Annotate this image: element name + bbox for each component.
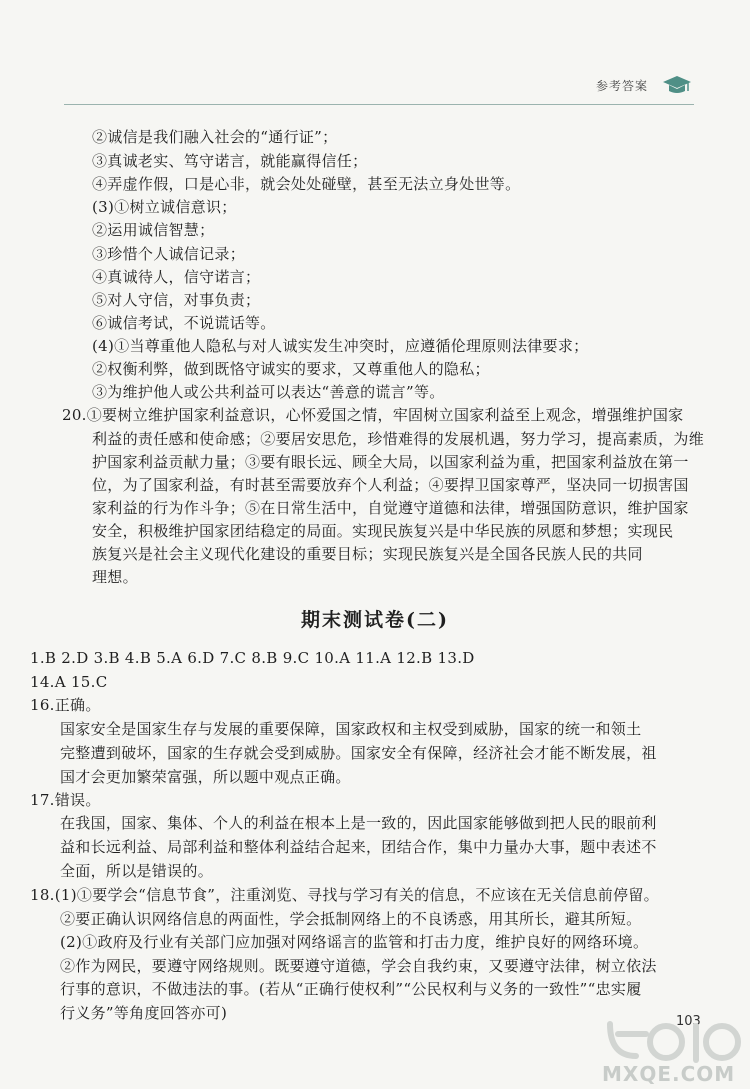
answer-line: 1.B 2.D 3.B 4.B 5.A 6.D 7.C 8.B 9.C 10.A 11.A 12.B 13.D	[30, 649, 475, 667]
header-label: 参考答案	[596, 79, 649, 93]
answer-line: ⑤对人守信，对事负责；	[92, 291, 261, 309]
answer-line: ④弄虚作假，口是心非，就会处处碰壁，甚至无法立身处世等。	[92, 175, 521, 193]
section-title: 期末测试卷(二)	[301, 609, 449, 631]
answer-line: 利益的责任感和使命感；②要居安思危，珍惜难得的发展机遇，努力学习，提高素质，为维	[92, 430, 705, 448]
answer-line: 家利益的行为作斗争；⑤在日常生活中，自觉遵守道德和法律，增强国防意识，维护国家	[92, 499, 689, 517]
answer-line: 国家安全是国家生存与发展的重要保障，国家政权和主权受到威胁，国家的统一和领土	[60, 720, 642, 738]
answer-line: 14.A 15.C	[30, 673, 108, 691]
answer-line: 位，为了国家利益，有时甚至需要放弃个人利益；④要捍卫国家尊严，坚决同一切损害国	[92, 476, 689, 494]
answer-line: (3)①树立诚信意识；	[92, 198, 237, 216]
answer-line: 16.正确。	[30, 696, 101, 714]
answer-line: ⑥诚信考试，不说谎话等。	[92, 314, 276, 332]
answer-line: 安全，积极维护国家团结稳定的局面。实现民族复兴是中华民族的夙愿和梦想；实现民	[92, 522, 674, 540]
answer-line: 20.①要树立维护国家利益意识，心怀爱国之情，牢固树立国家利益至上观念，增强维护国家	[62, 406, 684, 424]
answer-line: ②作为网民，要遵守网络规则。既要遵守道德，学会自我约束，又要遵守法律，树立依法	[60, 957, 657, 975]
answer-line: ③珍惜个人诚信记录；	[92, 245, 246, 263]
answer-line: ②诚信是我们融入社会的“通行证”；	[92, 128, 338, 146]
answer-line: (4)①当尊重他人隐私与对人诚实发生冲突时，应遵循伦理原则法律要求；	[92, 337, 589, 355]
answer-line: 在我国，国家、集体、个人的利益在根本上是一致的，因此国家能够做到把人民的眼前利	[60, 814, 657, 832]
answer-line: ②要正确认识网络信息的两面性，学会抵制网络上的不良诱惑，用其所长，避其所短。	[60, 910, 642, 928]
answer-line: 17.错误。	[30, 791, 101, 809]
answer-line: 完整遭到破坏，国家的生存就会受到威胁。国家安全有保障，经济社会才能不断发展，祖	[60, 744, 657, 762]
answer-line: 护国家利益贡献力量；③要有眼长远、顾全大局，以国家利益为重，把国家利益放在第一	[92, 453, 689, 471]
answer-line: 行义务”等角度回答亦可)	[60, 1004, 228, 1022]
answer-line: 益和长远利益、局部利益和整体利益结合起来，团结合作，集中力量办大事，题中表述不	[60, 838, 657, 856]
answer-line: 国才会更加繁荣富强，所以题中观点正确。	[60, 768, 351, 786]
answer-line: ④真诚待人，信守诺言；	[92, 268, 261, 286]
graduation-cap-icon	[662, 74, 692, 96]
answer-line: ②权衡利弊，做到既恪守诚实的要求，又尊重他人的隐私；	[92, 360, 490, 378]
answer-line: ②运用诚信智慧；	[92, 221, 215, 239]
page-number: 103	[676, 1014, 701, 1029]
header-divider	[64, 104, 694, 105]
answer-line: ③真诚老实、笃守诺言，就能赢得信任；	[92, 152, 368, 170]
answer-line: 族复兴是社会主义现代化建设的重要目标；实现民族复兴是全国各民族人民的共同	[92, 545, 643, 563]
answer-line: 理想。	[92, 568, 138, 586]
answer-line: 18.(1)①要学会“信息节食”，注重浏览、寻找与学习有关的信息，不应该在无关信息前停留。	[30, 886, 659, 904]
answer-line: 行事的意识，不做违法的事。(若从“正确行使权利”“公民权利与义务的一致性”“忠实履	[60, 980, 642, 998]
answer-line: 全面，所以是错误的。	[60, 862, 214, 880]
answer-line: ③为维护他人或公共利益可以表达“善意的谎言”等。	[92, 383, 445, 401]
watermark-text: MXQE.COM	[602, 1062, 736, 1086]
answer-line: (2)①政府及行业有关部门应加强对网络谣言的监管和打击力度，维护良好的网络环境。	[60, 933, 649, 951]
